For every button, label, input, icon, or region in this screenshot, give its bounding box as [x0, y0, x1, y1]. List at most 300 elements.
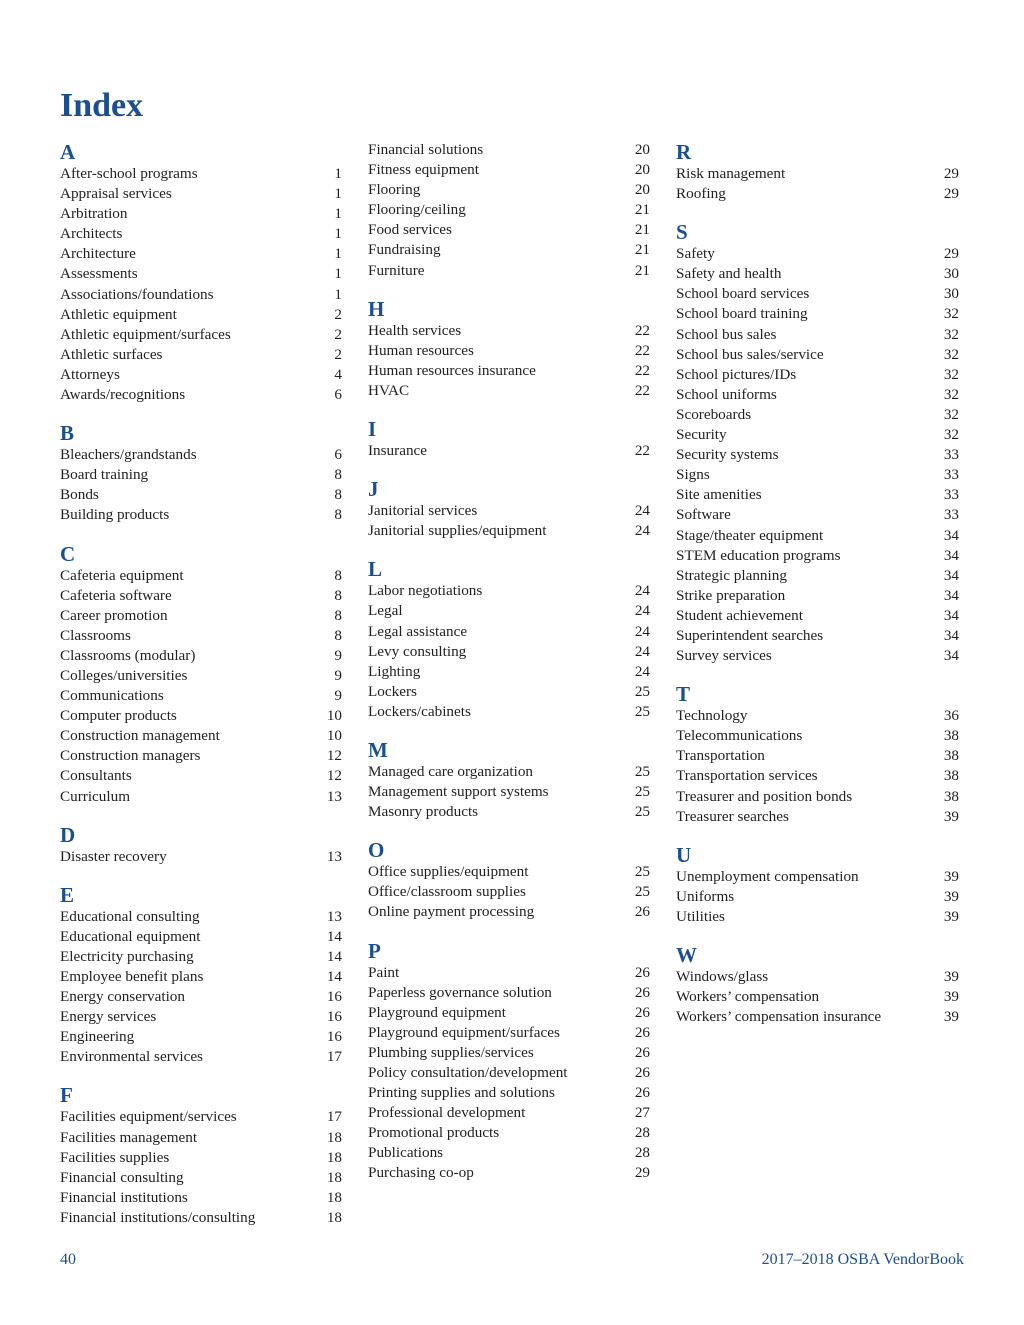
- index-entry: [368, 381, 650, 401]
- entry-term: Janitorial services: [368, 502, 478, 520]
- entry-term: Safety: [676, 245, 715, 263]
- entry-page-number: 26: [634, 983, 650, 1001]
- index-section-s: [676, 220, 959, 666]
- entry-page-number: 39: [943, 887, 959, 905]
- index-entry: [60, 606, 342, 626]
- index-entry: [60, 224, 342, 244]
- index-entry: [368, 1123, 650, 1143]
- entry-page-number: 25: [634, 883, 650, 901]
- entry-term: Printing supplies and solutions: [368, 1084, 555, 1102]
- entry-page-number: 17: [326, 1108, 342, 1126]
- index-entry: [368, 1063, 650, 1083]
- index-entry: [60, 445, 342, 465]
- index-entry: [676, 425, 959, 445]
- entry-page-number: 39: [943, 988, 959, 1006]
- entry-page-number: 1: [334, 225, 342, 243]
- index-entry: [676, 445, 959, 465]
- index-entry: [368, 521, 650, 541]
- entry-page-number: 25: [634, 702, 650, 720]
- entry-page-number: 34: [943, 566, 959, 584]
- section-letter: S: [676, 220, 688, 245]
- entry-page-number: 12: [326, 767, 342, 785]
- entry-term: Awards/recognitions: [60, 386, 186, 404]
- entry-term: Uniforms: [676, 887, 735, 905]
- index-entry: [368, 140, 650, 160]
- entry-page-number: 22: [634, 341, 650, 359]
- entry-page-number: 6: [334, 386, 342, 404]
- entry-page-number: 39: [943, 1008, 959, 1026]
- entry-term: Levy consulting: [368, 642, 467, 660]
- entry-page-number: 29: [943, 245, 959, 263]
- index-entry: [60, 1148, 342, 1168]
- index-entry: [60, 686, 342, 706]
- index-entry: [676, 626, 959, 646]
- index-entry: [60, 706, 342, 726]
- entry-page-number: 18: [326, 1208, 342, 1226]
- entry-page-number: 14: [326, 927, 342, 945]
- entry-term: Utilities: [676, 907, 725, 925]
- index-entry: [368, 1103, 650, 1123]
- entry-page-number: 33: [943, 506, 959, 524]
- section-letter: A: [60, 140, 76, 164]
- entry-page-number: 17: [326, 1048, 342, 1066]
- entry-term: Workers’ compensation insurance: [676, 1008, 882, 1026]
- entry-term: Roofing: [676, 185, 726, 203]
- entry-term: Masonry products: [368, 803, 479, 821]
- index-entry: [676, 505, 959, 525]
- entry-term: Insurance: [368, 442, 428, 460]
- index-entry: [368, 1163, 650, 1183]
- index-entry: [368, 802, 650, 822]
- entry-page-number: 1: [334, 205, 342, 223]
- entry-page-number: 21: [634, 261, 650, 279]
- entry-term: Financial institutions/consulting: [60, 1208, 256, 1226]
- entry-term: School bus sales: [676, 325, 777, 343]
- index-entry: [60, 586, 342, 606]
- section-letter: D: [60, 822, 76, 847]
- index-entry: [368, 220, 650, 240]
- entry-page-number: 20: [634, 141, 650, 158]
- entry-term: Furniture: [368, 261, 425, 279]
- entry-page-number: 10: [326, 727, 342, 745]
- entry-page-number: 20: [634, 161, 650, 179]
- entry-term: Architecture: [60, 245, 136, 263]
- index-entry: [368, 702, 650, 722]
- entry-page-number: 36: [943, 707, 959, 725]
- entry-page-number: 25: [634, 863, 650, 881]
- entry-term: Financial solutions: [368, 141, 484, 158]
- entry-term: Software: [676, 506, 731, 524]
- index-entry: [368, 501, 650, 521]
- entry-page-number: 21: [634, 221, 650, 239]
- entry-term: After-school programs: [60, 165, 198, 182]
- entry-term: HVAC: [368, 381, 410, 399]
- index-entry: [60, 505, 342, 525]
- entry-term: Colleges/universities: [60, 666, 188, 684]
- index-entry: [368, 983, 650, 1003]
- index-entry: [676, 746, 959, 766]
- entry-page-number: 22: [634, 442, 650, 460]
- entry-page-number: 32: [943, 405, 959, 423]
- entry-page-number: 16: [326, 1028, 342, 1046]
- index-section-continued: [368, 140, 650, 281]
- entry-term: Safety and health: [676, 265, 782, 283]
- entry-term: Facilities equipment/services: [60, 1108, 237, 1126]
- entry-page-number: 26: [634, 963, 650, 981]
- index-entry: [60, 766, 342, 786]
- entry-term: Facilities management: [60, 1128, 198, 1146]
- index-entry: [60, 566, 342, 586]
- entry-term: Financial consulting: [60, 1168, 184, 1186]
- section-letter: U: [676, 842, 692, 867]
- index-entry: [368, 963, 650, 983]
- index-entry: [60, 1027, 342, 1047]
- entry-page-number: 1: [334, 165, 342, 182]
- index-entry: [676, 766, 959, 786]
- entry-term: Flooring: [368, 181, 421, 199]
- index-section-r: [676, 140, 959, 204]
- entry-term: Paperless governance solution: [368, 983, 552, 1001]
- index-entry: [60, 305, 342, 325]
- entry-page-number: 34: [943, 546, 959, 564]
- entry-term: Computer products: [60, 707, 177, 725]
- page-number: 40: [60, 1251, 76, 1268]
- entry-page-number: 16: [326, 988, 342, 1006]
- index-entry: [368, 1003, 650, 1023]
- index-entry: [676, 284, 959, 304]
- index-entry: [676, 646, 959, 666]
- section-letter: E: [60, 882, 75, 907]
- entry-term: Legal assistance: [368, 622, 468, 640]
- entry-page-number: 18: [326, 1148, 342, 1166]
- index-entry: [676, 1007, 959, 1027]
- entry-term: Financial institutions: [60, 1188, 188, 1206]
- entry-term: Attorneys: [60, 365, 120, 383]
- entry-term: Human resources: [368, 341, 474, 359]
- index-entry: [368, 341, 650, 361]
- index-entry: [676, 325, 959, 345]
- entry-term: Facilities supplies: [60, 1148, 170, 1166]
- entry-page-number: 32: [943, 426, 959, 444]
- entry-page-number: 25: [634, 682, 650, 700]
- entry-page-number: 8: [334, 566, 342, 584]
- index-entry: [676, 365, 959, 385]
- entry-term: Student achievement: [676, 606, 803, 624]
- index-entry: [676, 987, 959, 1007]
- index-entry: [676, 345, 959, 365]
- section-letter: O: [368, 838, 385, 863]
- entry-term: Bonds: [60, 486, 99, 504]
- index-section-e: [60, 883, 342, 1068]
- index-entry: [60, 907, 342, 927]
- index-entry: [368, 662, 650, 682]
- index-entry: [368, 261, 650, 281]
- entry-term: Disaster recovery: [60, 847, 167, 865]
- section-letter: R: [676, 140, 692, 164]
- index-entry: [60, 987, 342, 1007]
- index-entry: [368, 200, 650, 220]
- index-entry: [368, 1043, 650, 1063]
- entry-term: Curriculum: [60, 787, 131, 805]
- entry-term: Strike preparation: [676, 586, 786, 604]
- entry-term: Career promotion: [60, 606, 168, 624]
- entry-page-number: 14: [326, 968, 342, 985]
- index-section-u: [676, 843, 959, 927]
- entry-term: Survey services: [676, 647, 772, 665]
- entry-page-number: 1: [334, 185, 342, 203]
- entry-page-number: 32: [943, 385, 959, 403]
- entry-page-number: 38: [943, 787, 959, 805]
- entry-term: Fitness equipment: [368, 161, 479, 179]
- index-column-2: [368, 140, 650, 1200]
- entry-page-number: 28: [634, 1144, 650, 1162]
- section-letter: I: [368, 417, 377, 442]
- index-entry: [60, 184, 342, 204]
- entry-page-number: 18: [326, 1168, 342, 1186]
- index-entry: [368, 441, 650, 461]
- index-entry: [60, 646, 342, 666]
- index-entry: [60, 726, 342, 746]
- entry-page-number: 9: [334, 687, 342, 705]
- entry-term: Publications: [368, 1144, 444, 1162]
- index-entry: [60, 244, 342, 264]
- entry-page-number: 4: [334, 365, 342, 383]
- entry-term: School bus sales/service: [676, 345, 824, 363]
- publication-title: 2017–2018 OSBA VendorBook: [761, 1251, 964, 1268]
- entry-page-number: 24: [634, 662, 650, 680]
- entry-term: Athletic surfaces: [60, 345, 163, 363]
- entry-term: School board training: [676, 305, 808, 323]
- entry-page-number: 33: [943, 446, 959, 464]
- entry-page-number: 21: [634, 201, 650, 219]
- page-title: Index: [60, 87, 144, 124]
- entry-page-number: 25: [634, 762, 650, 780]
- entry-term: Security: [676, 426, 727, 444]
- entry-page-number: 39: [943, 867, 959, 885]
- entry-page-number: 24: [634, 622, 650, 640]
- index-entry: [676, 887, 959, 907]
- entry-page-number: 25: [634, 803, 650, 821]
- entry-term: Energy services: [60, 1008, 157, 1026]
- entry-term: Health services: [368, 321, 462, 339]
- entry-term: Architects: [60, 225, 123, 243]
- index-entry: [676, 485, 959, 505]
- index-entry: [676, 184, 959, 204]
- entry-term: Legal: [368, 602, 403, 620]
- entry-page-number: 26: [634, 903, 650, 921]
- entry-term: Lockers/cabinets: [368, 702, 471, 720]
- entry-term: Cafeteria software: [60, 586, 172, 604]
- index-entry: [60, 345, 342, 365]
- section-letter: F: [60, 1083, 73, 1108]
- entry-term: Management support systems: [368, 783, 549, 801]
- entry-term: Site amenities: [676, 486, 762, 504]
- entry-term: Construction management: [60, 727, 220, 745]
- entry-term: Workers’ compensation: [676, 988, 820, 1006]
- entry-page-number: 8: [334, 486, 342, 504]
- entry-page-number: 38: [943, 747, 959, 765]
- index-entry: [60, 204, 342, 224]
- entry-term: Online payment processing: [368, 903, 535, 921]
- index-entry: [368, 601, 650, 621]
- entry-page-number: 26: [634, 1023, 650, 1041]
- entry-page-number: 1: [334, 285, 342, 303]
- entry-page-number: 18: [326, 1128, 342, 1146]
- index-entry: [676, 706, 959, 726]
- entry-term: Bleachers/grandstands: [60, 446, 197, 464]
- index-entry: [368, 862, 650, 882]
- entry-page-number: 29: [943, 185, 959, 203]
- entry-term: Treasurer searches: [676, 807, 789, 825]
- entry-term: Educational equipment: [60, 927, 201, 945]
- entry-term: Appraisal services: [60, 185, 172, 203]
- index-entry: [60, 285, 342, 305]
- index-entry: [60, 666, 342, 686]
- entry-term: Assessments: [60, 265, 138, 283]
- index-entry: [60, 787, 342, 807]
- entry-page-number: 1: [334, 245, 342, 263]
- index-entry: [676, 907, 959, 927]
- entry-term: Classrooms: [60, 626, 131, 644]
- entry-page-number: 32: [943, 345, 959, 363]
- index-entry: [676, 586, 959, 606]
- entry-term: Labor negotiations: [368, 582, 483, 600]
- entry-page-number: 20: [634, 181, 650, 199]
- entry-term: Employee benefit plans: [60, 968, 204, 985]
- entry-page-number: 33: [943, 486, 959, 504]
- section-letter: L: [368, 557, 383, 582]
- entry-page-number: 8: [334, 466, 342, 484]
- entry-page-number: 24: [634, 642, 650, 660]
- index-section-w: [676, 943, 959, 1027]
- index-section-t: [676, 682, 959, 827]
- entry-term: School uniforms: [676, 385, 777, 403]
- entry-page-number: 22: [634, 381, 650, 399]
- entry-term: Scoreboards: [676, 405, 752, 423]
- entry-page-number: 34: [943, 586, 959, 604]
- index-section-p: [368, 939, 650, 1184]
- index-entry: [676, 244, 959, 264]
- entry-page-number: 26: [634, 1043, 650, 1061]
- index-entry: [60, 485, 342, 505]
- entry-term: Playground equipment/surfaces: [368, 1023, 560, 1041]
- entry-page-number: 14: [326, 947, 342, 965]
- entry-term: Managed care organization: [368, 762, 534, 780]
- index-entry: [676, 546, 959, 566]
- entry-term: Flooring/ceiling: [368, 201, 466, 219]
- index-entry: [676, 526, 959, 546]
- entry-page-number: 27: [634, 1104, 650, 1122]
- section-letter: T: [676, 682, 691, 707]
- entry-term: Risk management: [676, 165, 786, 182]
- index-entry: [676, 787, 959, 807]
- index-section-a: [60, 140, 342, 405]
- entry-term: Office supplies/equipment: [368, 863, 529, 881]
- entry-term: Consultants: [60, 767, 132, 785]
- entry-page-number: 24: [634, 602, 650, 620]
- index-entry: [60, 746, 342, 766]
- entry-term: Communications: [60, 687, 164, 705]
- index-entry: [368, 160, 650, 180]
- entry-page-number: 16: [326, 1008, 342, 1026]
- entry-page-number: 39: [943, 807, 959, 825]
- entry-page-number: 38: [943, 767, 959, 785]
- entry-page-number: 2: [334, 325, 342, 343]
- entry-term: School board services: [676, 285, 810, 303]
- entry-term: Board training: [60, 466, 149, 484]
- index-entry: [60, 947, 342, 967]
- entry-page-number: 26: [634, 1003, 650, 1021]
- index-entry: [60, 264, 342, 284]
- entry-term: Building products: [60, 506, 170, 524]
- entry-page-number: 32: [943, 365, 959, 383]
- entry-page-number: 9: [334, 646, 342, 664]
- index-entry: [676, 606, 959, 626]
- index-entry: [60, 967, 342, 987]
- entry-term: Transportation: [676, 747, 765, 765]
- entry-term: Unemployment compensation: [676, 867, 859, 885]
- entry-term: Office/classroom supplies: [368, 883, 526, 901]
- entry-page-number: 34: [943, 606, 959, 624]
- index-entry: [60, 1188, 342, 1208]
- entry-page-number: 26: [634, 1064, 650, 1081]
- entry-term: Fundraising: [368, 241, 441, 259]
- index-entry: [676, 264, 959, 284]
- index-entry: [60, 365, 342, 385]
- entry-page-number: 24: [634, 582, 650, 600]
- index-section-l: [368, 557, 650, 722]
- entry-page-number: 38: [943, 727, 959, 745]
- index-entry: [60, 465, 342, 485]
- index-entry: [676, 405, 959, 425]
- entry-page-number: 28: [634, 1124, 650, 1142]
- entry-page-number: 32: [943, 325, 959, 343]
- index-entry: [368, 642, 650, 662]
- index-entry: [60, 1047, 342, 1067]
- index-entry: [60, 164, 342, 184]
- entry-term: Energy conservation: [60, 988, 185, 1006]
- entry-page-number: 10: [326, 707, 342, 725]
- index-section-o: [368, 838, 650, 922]
- entry-page-number: 30: [943, 265, 959, 283]
- index-section-i: [368, 417, 650, 461]
- entry-term: Promotional products: [368, 1124, 500, 1142]
- entry-page-number: 2: [334, 305, 342, 323]
- entry-term: Security systems: [676, 446, 779, 464]
- entry-page-number: 26: [634, 1084, 650, 1102]
- entry-term: Human resources insurance: [368, 361, 536, 379]
- index-entry: [676, 807, 959, 827]
- entry-page-number: 29: [634, 1164, 650, 1182]
- index-column-1: [60, 140, 342, 1244]
- section-letter: M: [368, 737, 388, 762]
- index-entry: [60, 1007, 342, 1027]
- section-letter: W: [676, 943, 697, 967]
- entry-term: Electricity purchasing: [60, 947, 194, 965]
- index-section-h: [368, 297, 650, 401]
- entry-page-number: 13: [326, 787, 342, 805]
- entry-page-number: 39: [943, 968, 959, 985]
- entry-term: Athletic equipment/surfaces: [60, 325, 231, 343]
- entry-page-number: 8: [334, 606, 342, 624]
- index-entry: [60, 1168, 342, 1188]
- entry-term: Superintendent searches: [676, 626, 824, 644]
- entry-term: Janitorial supplies/equipment: [368, 522, 547, 540]
- index-entry: [368, 581, 650, 601]
- index-section-f: [60, 1083, 342, 1228]
- index-entry: [368, 1023, 650, 1043]
- entry-term: Signs: [676, 466, 710, 484]
